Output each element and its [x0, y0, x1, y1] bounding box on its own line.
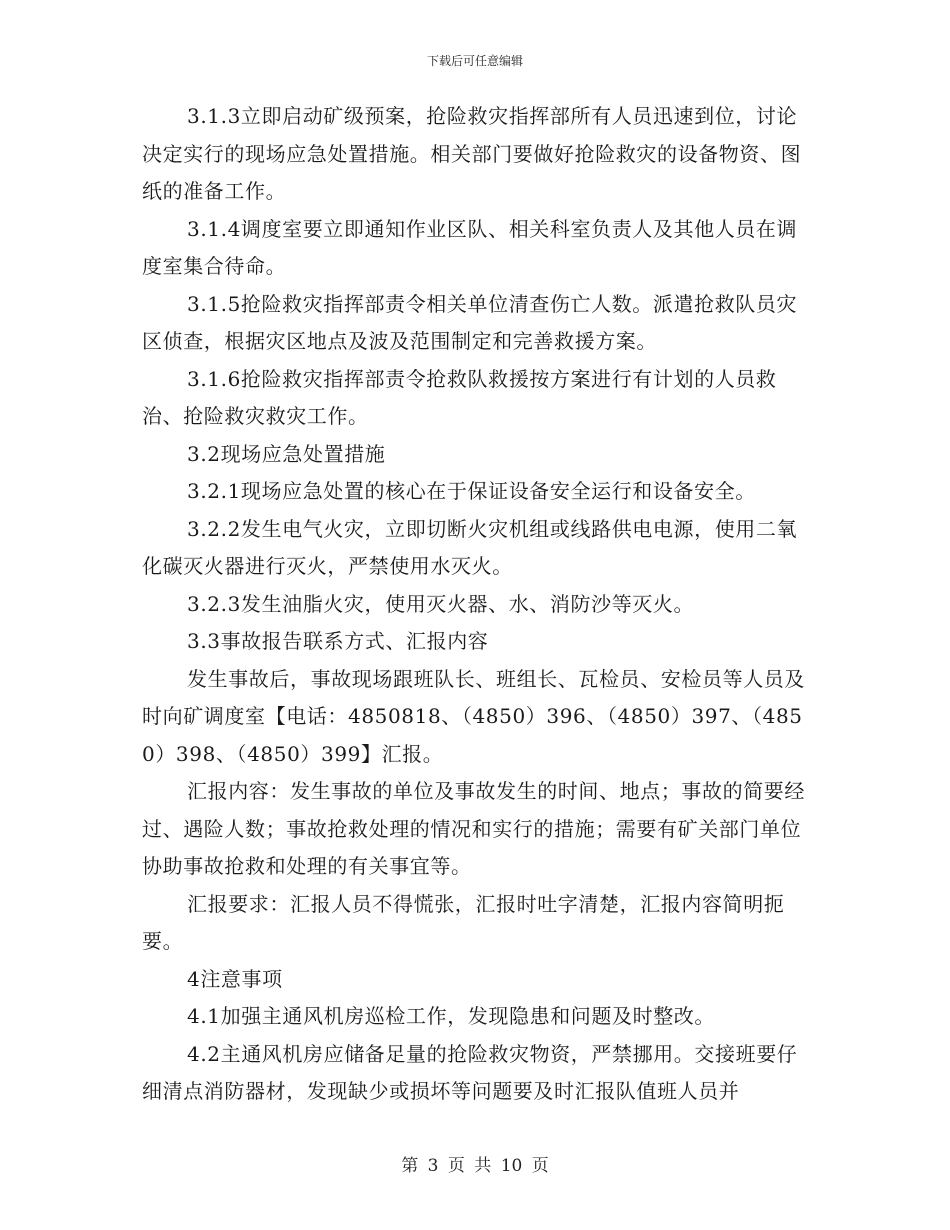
paragraph-3-1-6: 3.1.6抢险救灾指挥部责令抢救队救援按方案进行有计划的人员救治、抢险救灾救灾工作。 [142, 366, 777, 428]
section-heading-3-2: 3.2现场应急处置措施 [187, 441, 386, 466]
paragraph-report-requirements: 汇报要求：汇报人员不得慌张，汇报时吐字清楚，汇报内容简明扼要。 [142, 891, 785, 953]
paragraph-3-1-3: 3.1.3立即启动矿级预案，抢险救灾指挥部所有人员迅速到位，讨论决定实行的现场应急处置措施。相关部门要做好抢险救灾的设备物资、图纸的准备工作。 [142, 104, 802, 203]
paragraph-4-2: 4.2主通风机房应储备足量的抢险救灾物资，严禁挪用。交接班要仔细清点消防器材，发现缺少或损坏等问题要及时汇报队值班人员并 [142, 1041, 798, 1103]
paragraph-3-2-2: 3.2.2发生电气火灾，立即切断火灾机组或线路供电电源，使用二氧化碳灭火器进行灭火，严禁使用水灭火。 [142, 516, 798, 578]
paragraph-3-2-3: 3.2.3发生油脂火灾，使用灭火器、水、消防沙等灭火。 [187, 591, 695, 616]
paragraph-3-1-4: 3.1.4调度室要立即通知作业区队、相关科室负责人及其他人员在调度室集合待命。 [142, 216, 798, 278]
paragraph-3-1-5: 3.1.5抢险救灾指挥部责令相关单位清查伤亡人数。派遣抢救队员灾区侦查，根据灾区地点及波及范围制定和完善救援方案。 [142, 291, 798, 353]
page-number-footer: 第 3 页 共 10 页 [401, 1156, 549, 1176]
section-heading-4: 4注意事项 [187, 966, 283, 991]
document-body [142, 98, 814, 1111]
paragraph-3-2-1: 3.2.1现场应急处置的核心在于保证设备安全运行和设备安全。 [187, 479, 756, 503]
page-header: 下载后可任意编辑 [426, 54, 523, 68]
paragraph-report-content: 汇报内容：发生事故的单位及事故发生的时间、地点；事故的简要经过、遇险人数；事故抢救处理的情况和实行的措施；需要有矿关部门单位协助事故抢救和处理的有关事宜等。 [142, 779, 805, 878]
section-heading-3-3: 3.3事故报告联系方式、汇报内容 [187, 629, 489, 653]
paragraph-4-1: 4.1加强主通风机房巡检工作，发现隐患和问题及时整改。 [187, 1004, 716, 1028]
paragraph-report-contact: 发生事故后，事故现场跟班队长、班组长、瓦检员、安检员等人员及时向矿调度室【电话：4850818、（4850）396、（4850）397、（4850）398、（4850）399】汇报。 [142, 666, 805, 766]
